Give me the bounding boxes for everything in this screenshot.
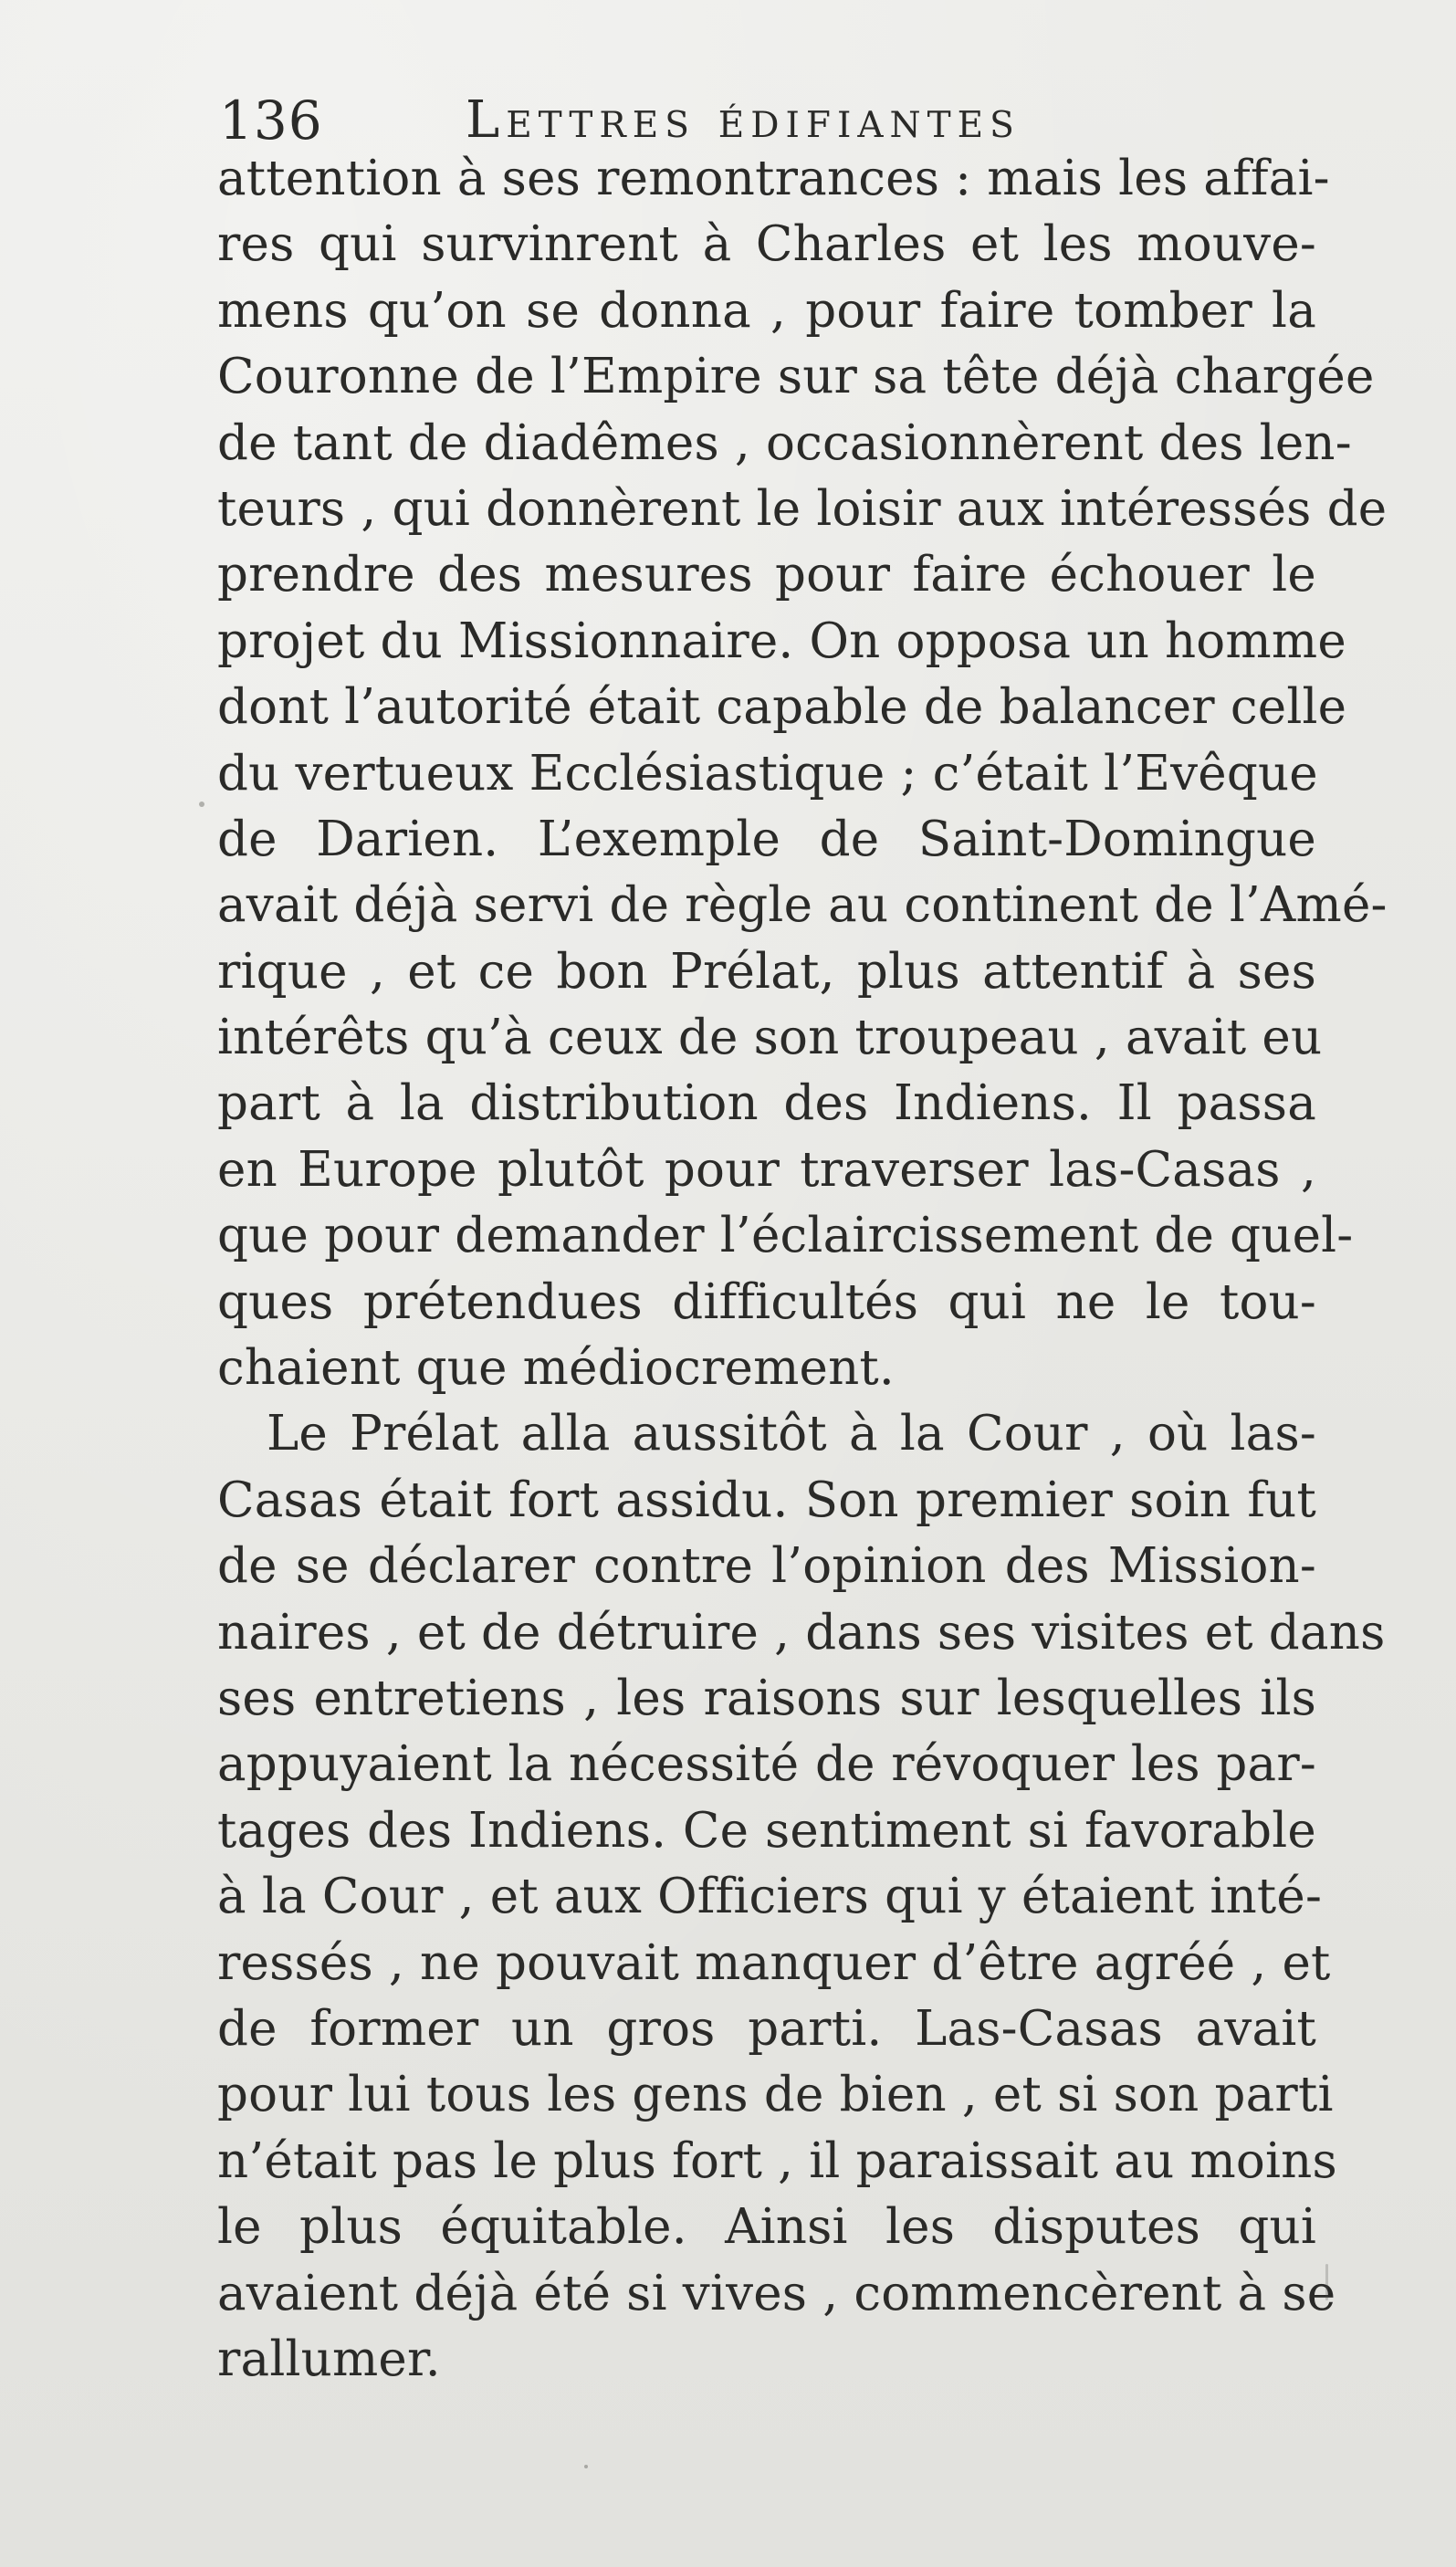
text-line: tages des Indiens. Ce sentiment si favorable [217,1802,1316,1859]
text-line: projet du Missionnaire. On opposa un homme [217,613,1346,669]
text-line: dont l’autorité était capable de balancer celle [217,679,1347,736]
page-number: 136 [219,89,323,152]
text-line: de Darien. L’exemple de Saint-Domingue [217,811,1316,867]
text-line: Casas était fort assidu. Son premier soin fut [217,1472,1316,1528]
text-line: en Europe plutôt pour traverser las-Casas , [217,1141,1316,1198]
text-line: de former un gros parti. Las-Casas avait [217,2000,1316,2057]
text-line: res qui survinrent à Charles et les mouve- [217,216,1316,273]
text-line: avait déjà servi de règle au continent de l’Amé- [217,877,1388,934]
text-line: que pour demander l’éclaircissement de quel- [217,1208,1354,1264]
text-line: du vertueux Ecclésiastique ; c’était l’Evêque [217,745,1318,802]
text-line: naires , et de détruire , dans ses visites et dans [217,1604,1386,1661]
text-line: Couronne de l’Empire sur sa tête déjà chargée [217,349,1375,405]
text-line: Le Prélat alla aussitôt à la Cour , où las- [267,1406,1316,1462]
text-line: ques prétendues difficultés qui ne le tou- [217,1273,1316,1330]
text-line: mens qu’on se donna , pour faire tomber la [217,282,1316,339]
text-line: le plus équitable. Ainsi les disputes qui [217,2199,1316,2256]
text-line: rique , et ce bon Prélat, plus attentif à ses [217,943,1316,1000]
paper-speck [1325,2264,1328,2300]
text-line: de se déclarer contre l’opinion des Mission- [217,1538,1316,1595]
text-line: n’était pas le plus fort , il paraissait au moins [217,2132,1337,2189]
text-line: chaient que médiocrement. [217,1340,895,1397]
body-text [217,146,1388,2393]
text-line: ressés , ne pouvait manquer d’être agréé , et [217,1934,1331,1991]
text-line: à la Cour , et aux Officiers qui y étaient inté- [217,1869,1323,1925]
text-line: prendre des mesures pour faire échouer le [217,547,1316,603]
text-line: pour lui tous les gens de bien , et si son parti [217,2067,1334,2123]
text-line: part à la distribution des Indiens. Il passa [217,1075,1316,1132]
text-line: rallumer. [217,2331,441,2387]
text-line: teurs , qui donnèrent le loisir aux intéressés de [217,480,1388,537]
text-line: avaient déjà été si vives , commencèrent à se [217,2265,1336,2321]
running-title: Lettres édifiantes [466,90,1021,150]
text-line: intérêts qu’à ceux de son troupeau , avait eu [217,1010,1323,1066]
text-line: ses entretiens , les raisons sur lesquelles ils [217,1670,1316,1726]
paper-speck [584,2465,588,2468]
text-line: appuyaient la nécessité de révoquer les par- [217,1736,1316,1793]
text-line: de tant de diadêmes , occasionnèrent des len- [217,414,1352,471]
text-line: attention à ses remontrances : mais les affai- [217,151,1330,206]
paper-speck [199,802,204,807]
